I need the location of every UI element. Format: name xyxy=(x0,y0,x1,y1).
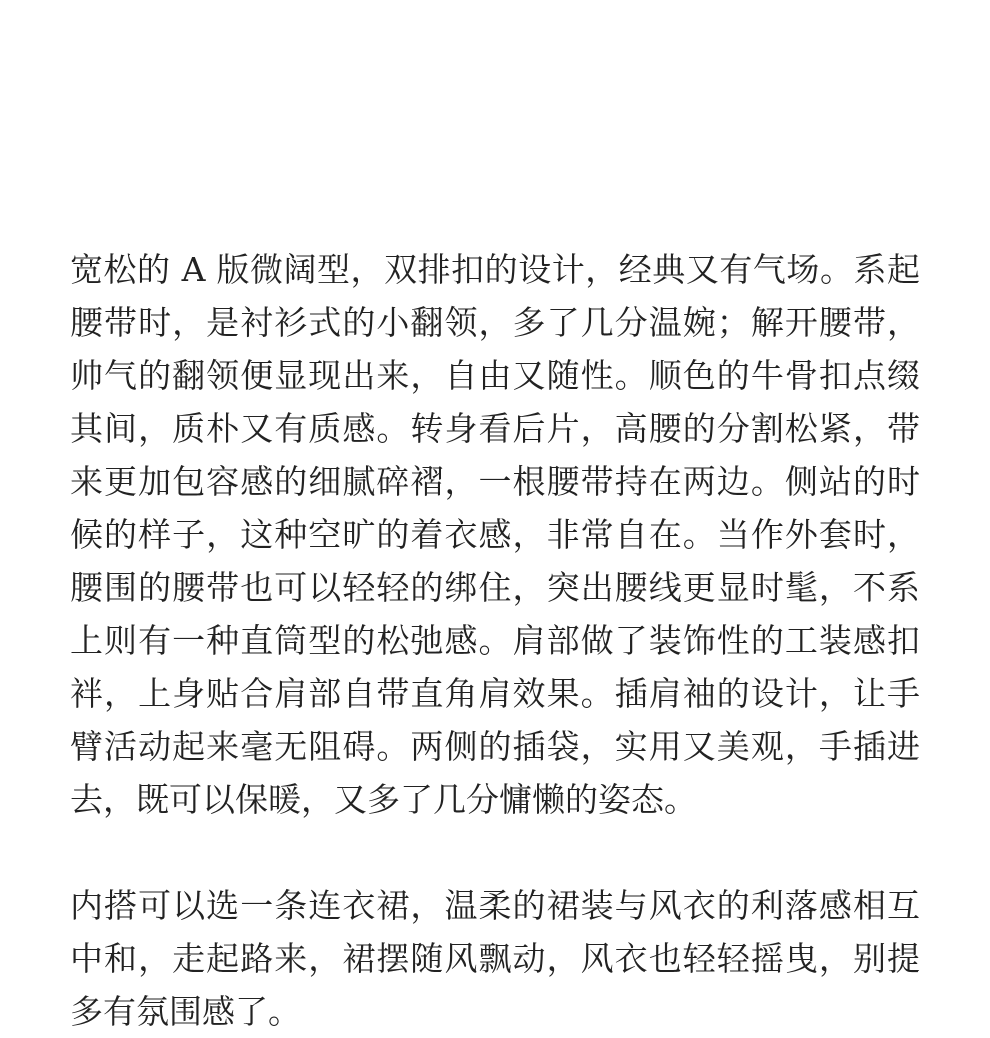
article-body xyxy=(70,243,920,1038)
article-paragraph-2: 内搭可以选一条连衣裙，温柔的裙装与风衣的利落感相互中和，走起路来，裙摆随风飘动，风衣也轻轻摇曳，别提多有氛围感了。 xyxy=(70,886,920,1031)
article-paragraph-1: 宽松的 A 版微阔型，双排扣的设计，经典又有气场。系起腰带时，是衬衫式的小翻领，多了几分温婉；解开腰带，帅气的翻领便显现出来，自由又随性。顺色的牛骨扣点缀其间，质朴又有质感。转身看后片，高腰的分割松紧，带来更加包容感的细腻碎褶，一根腰带持在两边。侧站的时候的样子，这种空旷的着衣感，非常自在。当作外套时，腰围的腰带也可以轻轻的绑住，突出腰线更显时髦，不系上则有一种直筒型的松弛感。肩部做了装饰性的工装感扣袢，上身贴合肩部自带直角肩效果。插肩袖的设计，让手臂活动起来毫无阻碍。两侧的插袋，实用又美观，手插进去，既可以保暖，又多了几分慵懒的姿态。 xyxy=(70,250,920,819)
